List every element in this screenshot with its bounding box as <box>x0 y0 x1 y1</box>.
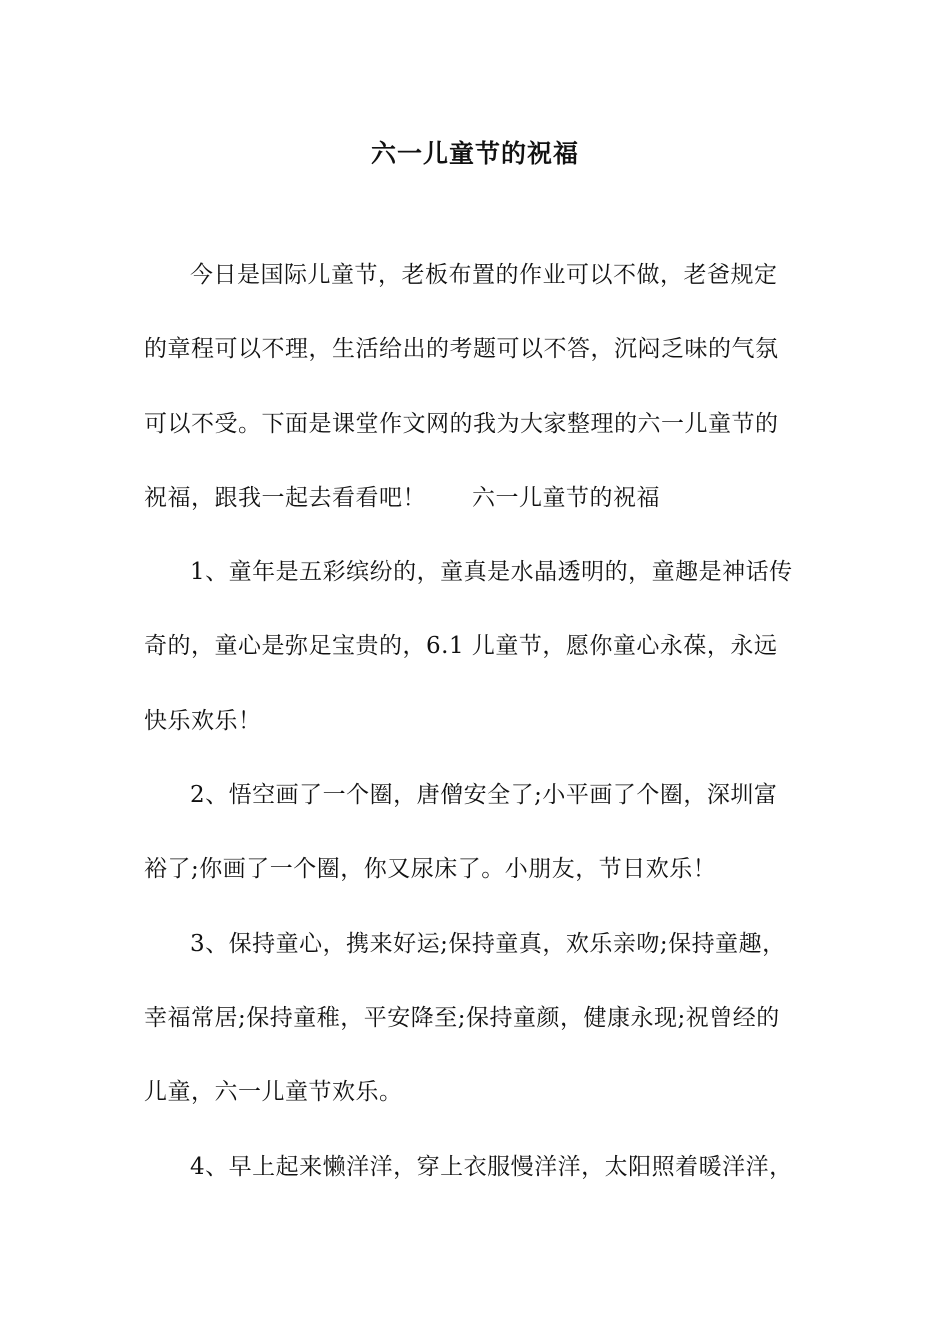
document-title: 六一儿童节的祝福 <box>370 139 579 168</box>
paragraph-line: 可以不受。下面是课堂作文网的我为大家整理的六一儿童节的 <box>144 410 779 437</box>
paragraph-line-with-heading <box>144 478 806 552</box>
paragraph-line: 快乐欢乐！ <box>144 707 262 734</box>
paragraph-line: 的章程可以不理，生活给出的考题可以不答，沉闷乏味的气氛 <box>144 336 779 363</box>
paragraph-line: 奇的，童心是弥足宝贵的，6.1 儿童节，愿你童心永葆，永远 <box>144 633 778 660</box>
paragraph-line: 2、悟空画了一个圈，唐僧安全了;小平画了个圈，深圳富 <box>190 782 778 809</box>
paragraph-line: 幸福常居;保持童稚，平安降至;保持童颜，健康永现;祝曾经的 <box>144 1004 780 1031</box>
paragraph-line: 4、早上起来懒洋洋，穿上衣服慢洋洋，太阳照着暖洋洋， <box>190 1153 793 1180</box>
document-body <box>144 255 806 1221</box>
section-heading: 六一儿童节的祝福 <box>472 484 660 511</box>
paragraph-line: 3、保持童心，携来好运;保持童真，欢乐亲吻;保持童趣， <box>190 930 786 957</box>
paragraph-line: 儿童，六一儿童节欢乐。 <box>144 1079 403 1106</box>
paragraph-line: 1、童年是五彩缤纷的，童真是水晶透明的，童趣是神话传 <box>190 559 793 586</box>
paragraph-line: 裕了;你画了一个圈，你又尿床了。小朋友，节日欢乐！ <box>144 856 717 883</box>
paragraph-line-text: 祝福，跟我一起去看看吧！ <box>144 484 426 511</box>
paragraph-line: 今日是国际儿童节，老板布置的作业可以不做，老爸规定 <box>190 262 778 288</box>
